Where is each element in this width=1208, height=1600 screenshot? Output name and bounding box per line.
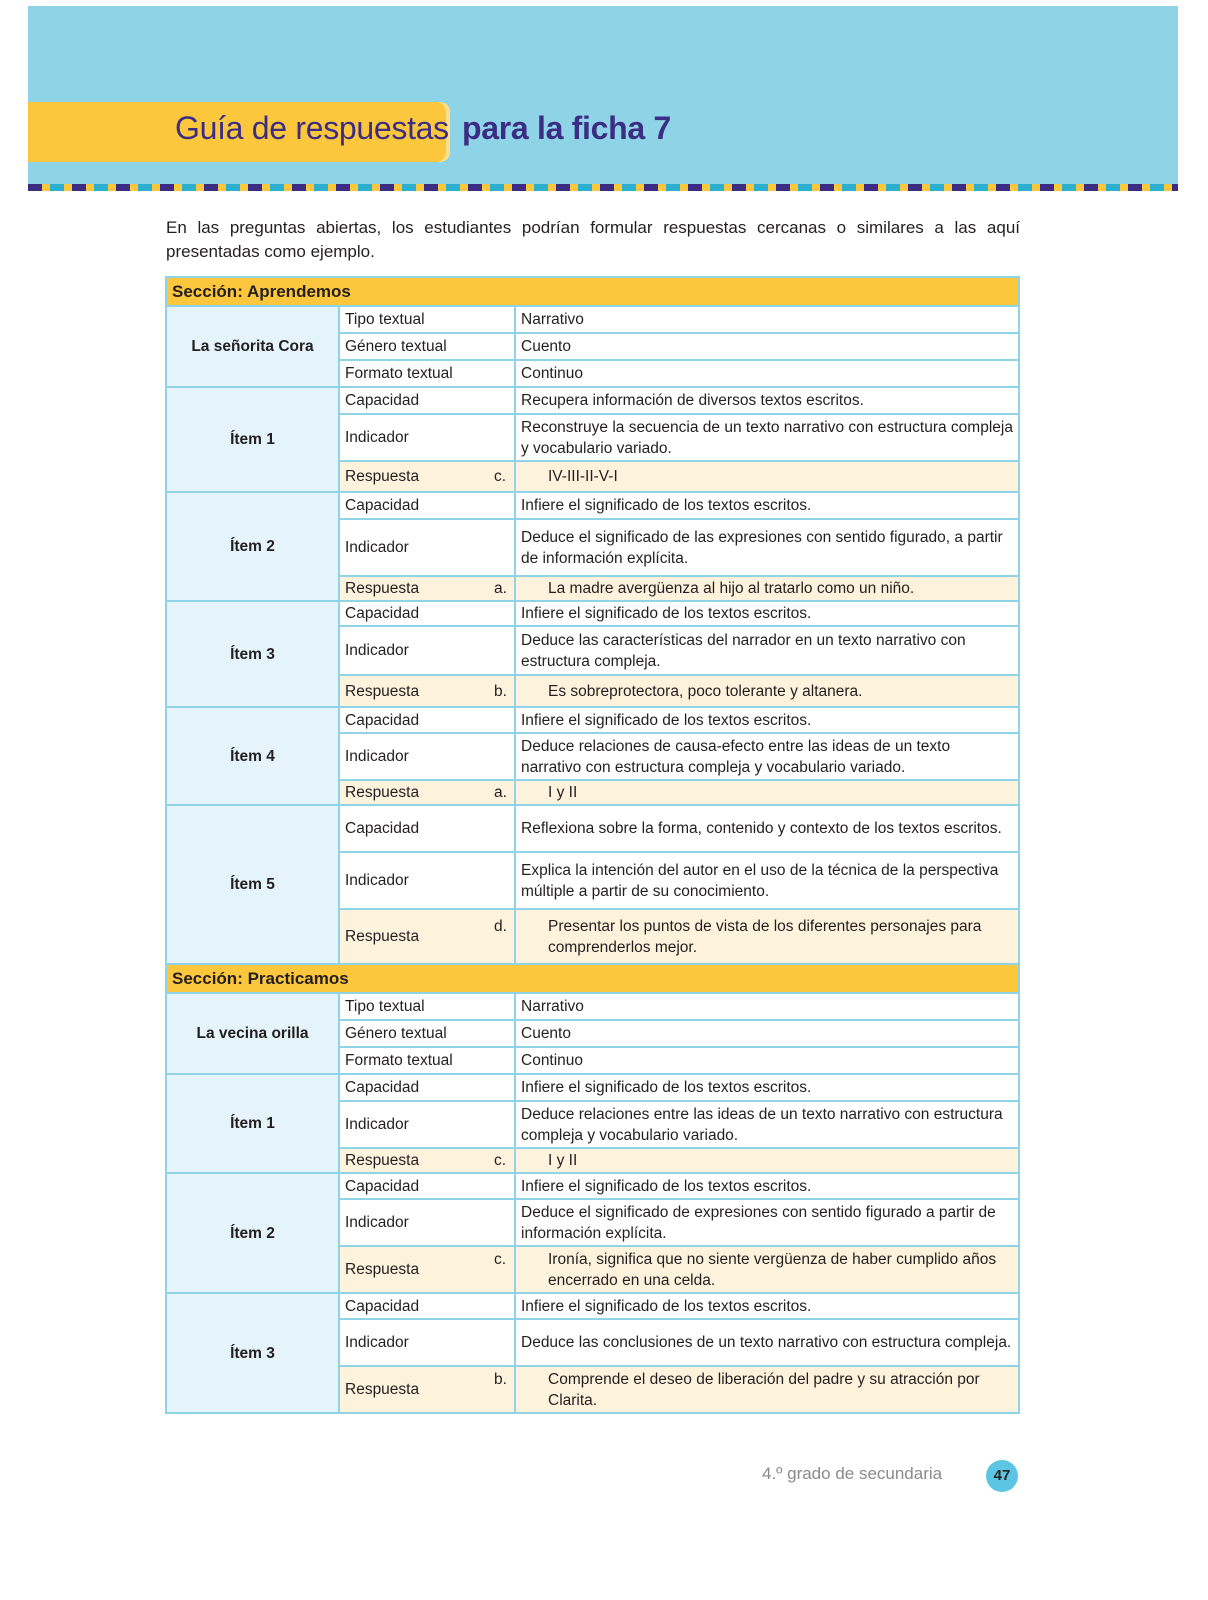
- respuesta-content: [494, 916, 1013, 958]
- capacidad-row: [166, 1293, 1019, 1319]
- text-name: La vecina orilla: [166, 993, 339, 1074]
- item-name: Ítem 3: [166, 1293, 339, 1413]
- indicador-value: Deduce relaciones entre las ideas de un texto narrativo con estructura compleja y vocabulario variado.: [515, 1101, 1019, 1148]
- respuesta-value: [494, 675, 1019, 707]
- indicador-label: Indicador: [339, 626, 515, 675]
- capacidad-row: [166, 1074, 1019, 1101]
- respuesta-letter: a.: [494, 580, 507, 597]
- indicador-value: Reconstruye la secuencia de un texto narrativo con estructura compleja y vocabulario variado.: [515, 414, 1019, 461]
- indicador-label: Indicador: [339, 414, 515, 461]
- intro-paragraph: En las preguntas abiertas, los estudiantes podrían formular respuestas cercanas o similares a las aquí presentadas como ejemplo.: [166, 218, 1020, 261]
- row-label: Género textual: [339, 333, 515, 360]
- respuesta-content: [494, 1249, 1013, 1291]
- section-title: Sección: Practicamos: [166, 964, 1019, 993]
- respuesta-value: [494, 576, 1019, 601]
- respuesta-content: [494, 681, 1013, 702]
- grade-label: 4.º grado de secundaria: [762, 1464, 943, 1483]
- respuesta-label: Respuesta: [339, 576, 515, 601]
- row-value: Cuento: [515, 1020, 1019, 1047]
- respuesta-value: [494, 461, 1019, 492]
- indicador-value: Deduce las conclusiones de un texto narrativo con estructura compleja.: [515, 1319, 1019, 1366]
- text-name: La señorita Cora: [166, 306, 339, 387]
- capacidad-label: Capacidad: [339, 707, 515, 733]
- text-info-row: [166, 993, 1019, 1020]
- row-value: Continuo: [515, 1047, 1019, 1074]
- respuesta-label: Respuesta: [339, 780, 515, 805]
- capacidad-label: Capacidad: [339, 1293, 515, 1319]
- respuesta-content: [494, 782, 1013, 803]
- capacidad-value: Recupera información de diversos textos escritos.: [515, 387, 1019, 414]
- capacidad-row: [166, 805, 1019, 852]
- capacidad-value: Infiere el significado de los textos escritos.: [515, 1173, 1019, 1199]
- row-label: Tipo textual: [339, 993, 515, 1020]
- indicador-label: Indicador: [339, 733, 515, 780]
- capacidad-label: Capacidad: [339, 1074, 515, 1101]
- respuesta-letter: d.: [494, 917, 507, 935]
- capacidad-value: Infiere el significado de los textos escritos.: [515, 1293, 1019, 1319]
- respuesta-text: Comprende el deseo de liberación del padre y su atracción por Clarita.: [548, 1370, 980, 1409]
- respuesta-label: Respuesta: [339, 1148, 515, 1173]
- respuesta-text: I y II: [548, 1152, 578, 1169]
- respuesta-value: [494, 909, 1019, 964]
- capacidad-row: [166, 601, 1019, 626]
- indicador-value: Deduce el significado de las expresiones con sentido figurado, a partir de información explícita.: [515, 519, 1019, 576]
- capacidad-row: [166, 707, 1019, 733]
- item-name: Ítem 1: [166, 387, 339, 492]
- capacidad-row: [166, 387, 1019, 414]
- text-info-row: [166, 306, 1019, 333]
- respuesta-letter: c.: [494, 468, 507, 485]
- respuesta-content: [494, 466, 1013, 487]
- indicador-label: Indicador: [339, 1199, 515, 1246]
- capacidad-value: Infiere el significado de los textos escritos.: [515, 707, 1019, 733]
- respuesta-letter: b.: [494, 1370, 507, 1388]
- item-name: Ítem 2: [166, 1173, 339, 1293]
- capacidad-label: Capacidad: [339, 805, 515, 852]
- capacidad-label: Capacidad: [339, 387, 515, 414]
- section-header-row: [166, 277, 1019, 306]
- row-label: Formato textual: [339, 1047, 515, 1074]
- capacidad-label: Capacidad: [339, 492, 515, 519]
- respuesta-label: Respuesta: [339, 909, 515, 964]
- item-name: Ítem 5: [166, 805, 339, 964]
- row-value: Cuento: [515, 333, 1019, 360]
- respuesta-text: Es sobreprotectora, poco tolerante y altanera.: [548, 682, 863, 700]
- respuesta-text: La madre avergüenza al hijo al tratarlo como un niño.: [548, 580, 915, 597]
- capacidad-row: [166, 492, 1019, 519]
- respuesta-label: Respuesta: [339, 461, 515, 492]
- decorative-dash-line: [28, 184, 1178, 191]
- row-value: Narrativo: [515, 993, 1019, 1020]
- respuesta-text: Presentar los puntos de vista de los diferentes personajes para comprenderlos mejor.: [548, 917, 982, 956]
- item-name: Ítem 2: [166, 492, 339, 601]
- respuesta-letter: c.: [494, 1152, 507, 1169]
- respuesta-value: [494, 1148, 1019, 1173]
- capacidad-value: Reflexiona sobre la forma, contenido y contexto de los textos escritos.: [515, 805, 1019, 852]
- capacidad-value: Infiere el significado de los textos escritos.: [515, 1074, 1019, 1101]
- item-name: Ítem 3: [166, 601, 339, 707]
- respuesta-letter: a.: [494, 784, 507, 801]
- respuesta-text: I y II: [548, 784, 578, 801]
- respuesta-label: Respuesta: [339, 675, 515, 707]
- respuesta-letter: b.: [494, 682, 507, 700]
- respuesta-text: IV-III-II-V-I: [548, 468, 618, 485]
- respuesta-value: [494, 1366, 1019, 1413]
- respuesta-label: Respuesta: [339, 1366, 515, 1413]
- indicador-label: Indicador: [339, 1319, 515, 1366]
- row-label: Formato textual: [339, 360, 515, 387]
- answer-table: [165, 276, 1020, 1414]
- capacidad-value: Infiere el significado de los textos escritos.: [515, 601, 1019, 626]
- item-name: Ítem 4: [166, 707, 339, 805]
- capacidad-value: Infiere el significado de los textos escritos.: [515, 492, 1019, 519]
- respuesta-label: Respuesta: [339, 1246, 515, 1293]
- row-label: Tipo textual: [339, 306, 515, 333]
- respuesta-content: [494, 1369, 1013, 1411]
- row-value: Continuo: [515, 360, 1019, 387]
- respuesta-content: [494, 578, 1013, 599]
- page-number-badge: 47: [986, 1460, 1018, 1492]
- capacidad-row: [166, 1173, 1019, 1199]
- indicador-label: Indicador: [339, 852, 515, 909]
- indicador-label: Indicador: [339, 519, 515, 576]
- section-header-row: [166, 964, 1019, 993]
- indicador-value: Explica la intención del autor en el uso de la técnica de la perspectiva múltiple a partir de su conocimiento.: [515, 852, 1019, 909]
- item-name: Ítem 1: [166, 1074, 339, 1173]
- capacidad-label: Capacidad: [339, 1173, 515, 1199]
- indicador-value: Deduce el significado de expresiones con sentido figurado a partir de información explícita.: [515, 1199, 1019, 1246]
- indicador-value: Deduce las características del narrador en un texto narrativo con estructura compleja.: [515, 626, 1019, 675]
- respuesta-value: [494, 780, 1019, 805]
- capacidad-label: Capacidad: [339, 601, 515, 626]
- respuesta-text: Ironía, significa que no siente vergüenza de haber cumplido años encerrado en una celda.: [548, 1250, 997, 1289]
- respuesta-letter: c.: [494, 1250, 507, 1268]
- section-title: Sección: Aprendemos: [166, 277, 1019, 306]
- page-title: Guía de respuestas: [175, 110, 449, 146]
- page-subtitle: para la ficha 7: [462, 110, 671, 146]
- row-label: Género textual: [339, 1020, 515, 1047]
- respuesta-value: [494, 1246, 1019, 1293]
- respuesta-content: [494, 1150, 1013, 1171]
- indicador-value: Deduce relaciones de causa-efecto entre las ideas de un texto narrativo con estructura compleja y vocabulario variado.: [515, 733, 1019, 780]
- indicador-label: Indicador: [339, 1101, 515, 1148]
- answer-table-body: [166, 277, 1019, 1413]
- row-value: Narrativo: [515, 306, 1019, 333]
